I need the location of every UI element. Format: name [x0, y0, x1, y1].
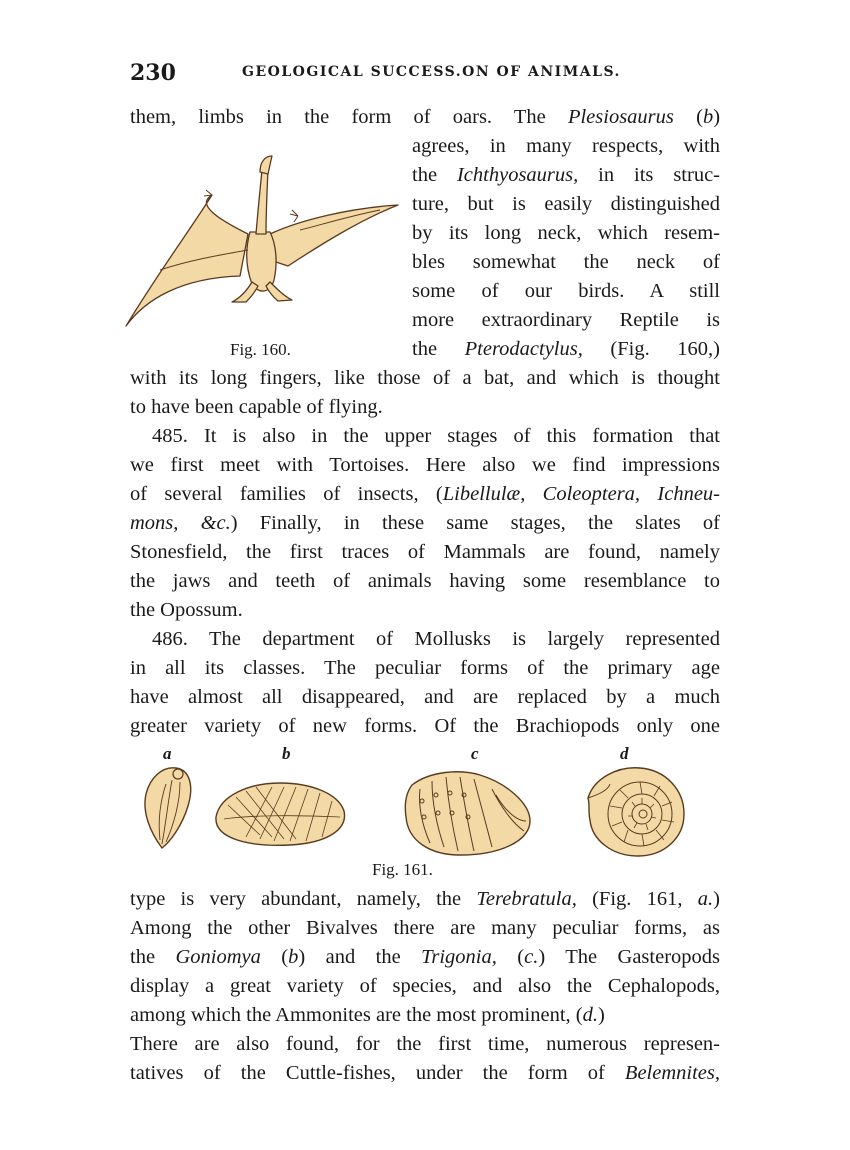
italic-text: b: [288, 946, 299, 968]
text: tatives of the Cuttle-fishes, under the form of: [130, 1062, 625, 1084]
italic-text: Pterodactylus,: [464, 338, 583, 360]
text-line: [130, 509, 720, 538]
text-line: [412, 277, 720, 306]
text: 486. The department of Mollusks is largely represented: [152, 628, 720, 650]
figure-161-caption: Fig. 161.: [372, 860, 433, 879]
text-line: [130, 422, 720, 451]
italic-text: d.: [582, 1004, 598, 1026]
page-header: [130, 60, 720, 86]
italic-text: Libellulæ, Coleoptera, Ichneu-: [442, 483, 721, 505]
italic-text: Trigonia,: [421, 946, 497, 968]
text-line: [130, 712, 720, 741]
text-line: [130, 683, 720, 712]
trigonia-shell-illustration: [400, 765, 536, 860]
text: greater variety of new forms. Of the Brachiopods only one: [130, 715, 720, 737]
text: of several families of insects, (: [130, 483, 443, 505]
text: ): [598, 1004, 605, 1026]
text-line: [130, 1030, 720, 1059]
text: the: [412, 338, 465, 360]
text: There are also found, for the first time, numerous represen-: [130, 1033, 720, 1055]
text-line: [130, 596, 720, 625]
text: in all its classes. The peculiar forms of the primary age: [130, 657, 720, 679]
figure-160-caption: Fig. 160.: [230, 340, 291, 359]
text: (Fig. 161,: [576, 888, 698, 910]
figure-161-label-b: b: [282, 744, 291, 763]
running-head: GEOLOGICAL SUCCESS.ON OF ANIMALS.: [242, 64, 621, 80]
text-line: [130, 567, 720, 596]
text: (: [673, 106, 703, 128]
italic-text: a.: [697, 888, 714, 910]
text-line: [412, 132, 720, 161]
text-line: [130, 654, 720, 683]
text-line: [130, 538, 720, 567]
text: to have been capable of flying.: [130, 396, 383, 418]
text-line: [412, 161, 720, 190]
ammonite-shell-illustration: [580, 760, 690, 860]
figure-161-label-a: a: [163, 744, 172, 763]
text-line: [412, 306, 720, 335]
text: some of our birds. A still: [412, 280, 720, 302]
text-line: [130, 972, 720, 1001]
text-line: [412, 190, 720, 219]
text: agrees, in many respects, with: [412, 135, 720, 157]
italic-text: Belemnites,: [624, 1062, 720, 1084]
text: by its long neck, which resem-: [412, 222, 720, 244]
text: ) Finally, in these same stages, the slates of: [230, 512, 720, 534]
text: ture, but is easily distinguished: [412, 193, 720, 215]
text: (: [260, 946, 289, 968]
text: Stonesfield, the first traces of Mammals are found, namely: [130, 541, 720, 563]
italic-text: Goniomya: [175, 946, 261, 968]
text: ): [713, 888, 720, 910]
text: more extraordinary Reptile is: [412, 309, 720, 331]
text: the: [412, 164, 457, 186]
terebratula-shell-illustration: [138, 762, 198, 852]
figure-161-label-c: c: [471, 744, 479, 763]
text-line: [412, 248, 720, 277]
italic-text: c.: [524, 946, 539, 968]
text-line: [130, 1001, 720, 1030]
goniomya-shell-illustration: [210, 775, 350, 850]
text-line: [130, 943, 720, 972]
italic-text: Ichthyosaurus,: [456, 164, 579, 186]
text-line: [130, 103, 720, 132]
text: (Fig. 160,): [582, 338, 721, 360]
text: (: [496, 946, 525, 968]
figure-161-label-d: d: [620, 744, 629, 763]
italic-text: Terebratula,: [476, 888, 577, 910]
text: 485. It is also in the upper stages of this formation that: [152, 425, 720, 447]
text: bles somewhat the neck of: [412, 251, 720, 273]
text: the: [130, 946, 176, 968]
text-line: [130, 393, 720, 422]
page-number: 230: [130, 60, 176, 86]
pterodactyl-illustration: [120, 150, 405, 335]
text: Among the other Bivalves there are many peculiar forms, as: [130, 917, 720, 939]
text: type is very abundant, namely, the: [130, 888, 477, 910]
text: in its struc-: [578, 164, 720, 186]
text-line: [412, 219, 720, 248]
text: ): [713, 106, 721, 128]
text-line: [130, 451, 720, 480]
text-line: [130, 1059, 720, 1088]
italic-text: b: [702, 106, 714, 128]
text: ) and the: [298, 946, 422, 968]
text: with its long fingers, like those of a bat, and which is thought: [130, 367, 720, 389]
text: the Opossum.: [130, 599, 243, 621]
text-line: [130, 914, 720, 943]
text-line: [130, 625, 720, 654]
text-line: [130, 480, 720, 509]
text: have almost all disappeared, and are replaced by a much: [130, 686, 720, 708]
text-line: [412, 335, 720, 364]
text: them, limbs in the form of oars. The: [130, 106, 568, 128]
text: the jaws and teeth of animals having some resemblance to: [130, 570, 720, 592]
text: display a great variety of species, and also the Cephalopods,: [130, 975, 720, 997]
text: ) The Gasteropods: [538, 946, 721, 968]
text-line: [130, 885, 720, 914]
italic-text: mons, &c.: [130, 512, 231, 534]
text: we first meet with Tortoises. Here also we find impressions: [130, 454, 720, 476]
italic-text: Plesiosaurus: [567, 106, 674, 128]
text: among which the Ammonites are the most prominent, (: [130, 1004, 583, 1026]
text-line: [130, 364, 720, 393]
